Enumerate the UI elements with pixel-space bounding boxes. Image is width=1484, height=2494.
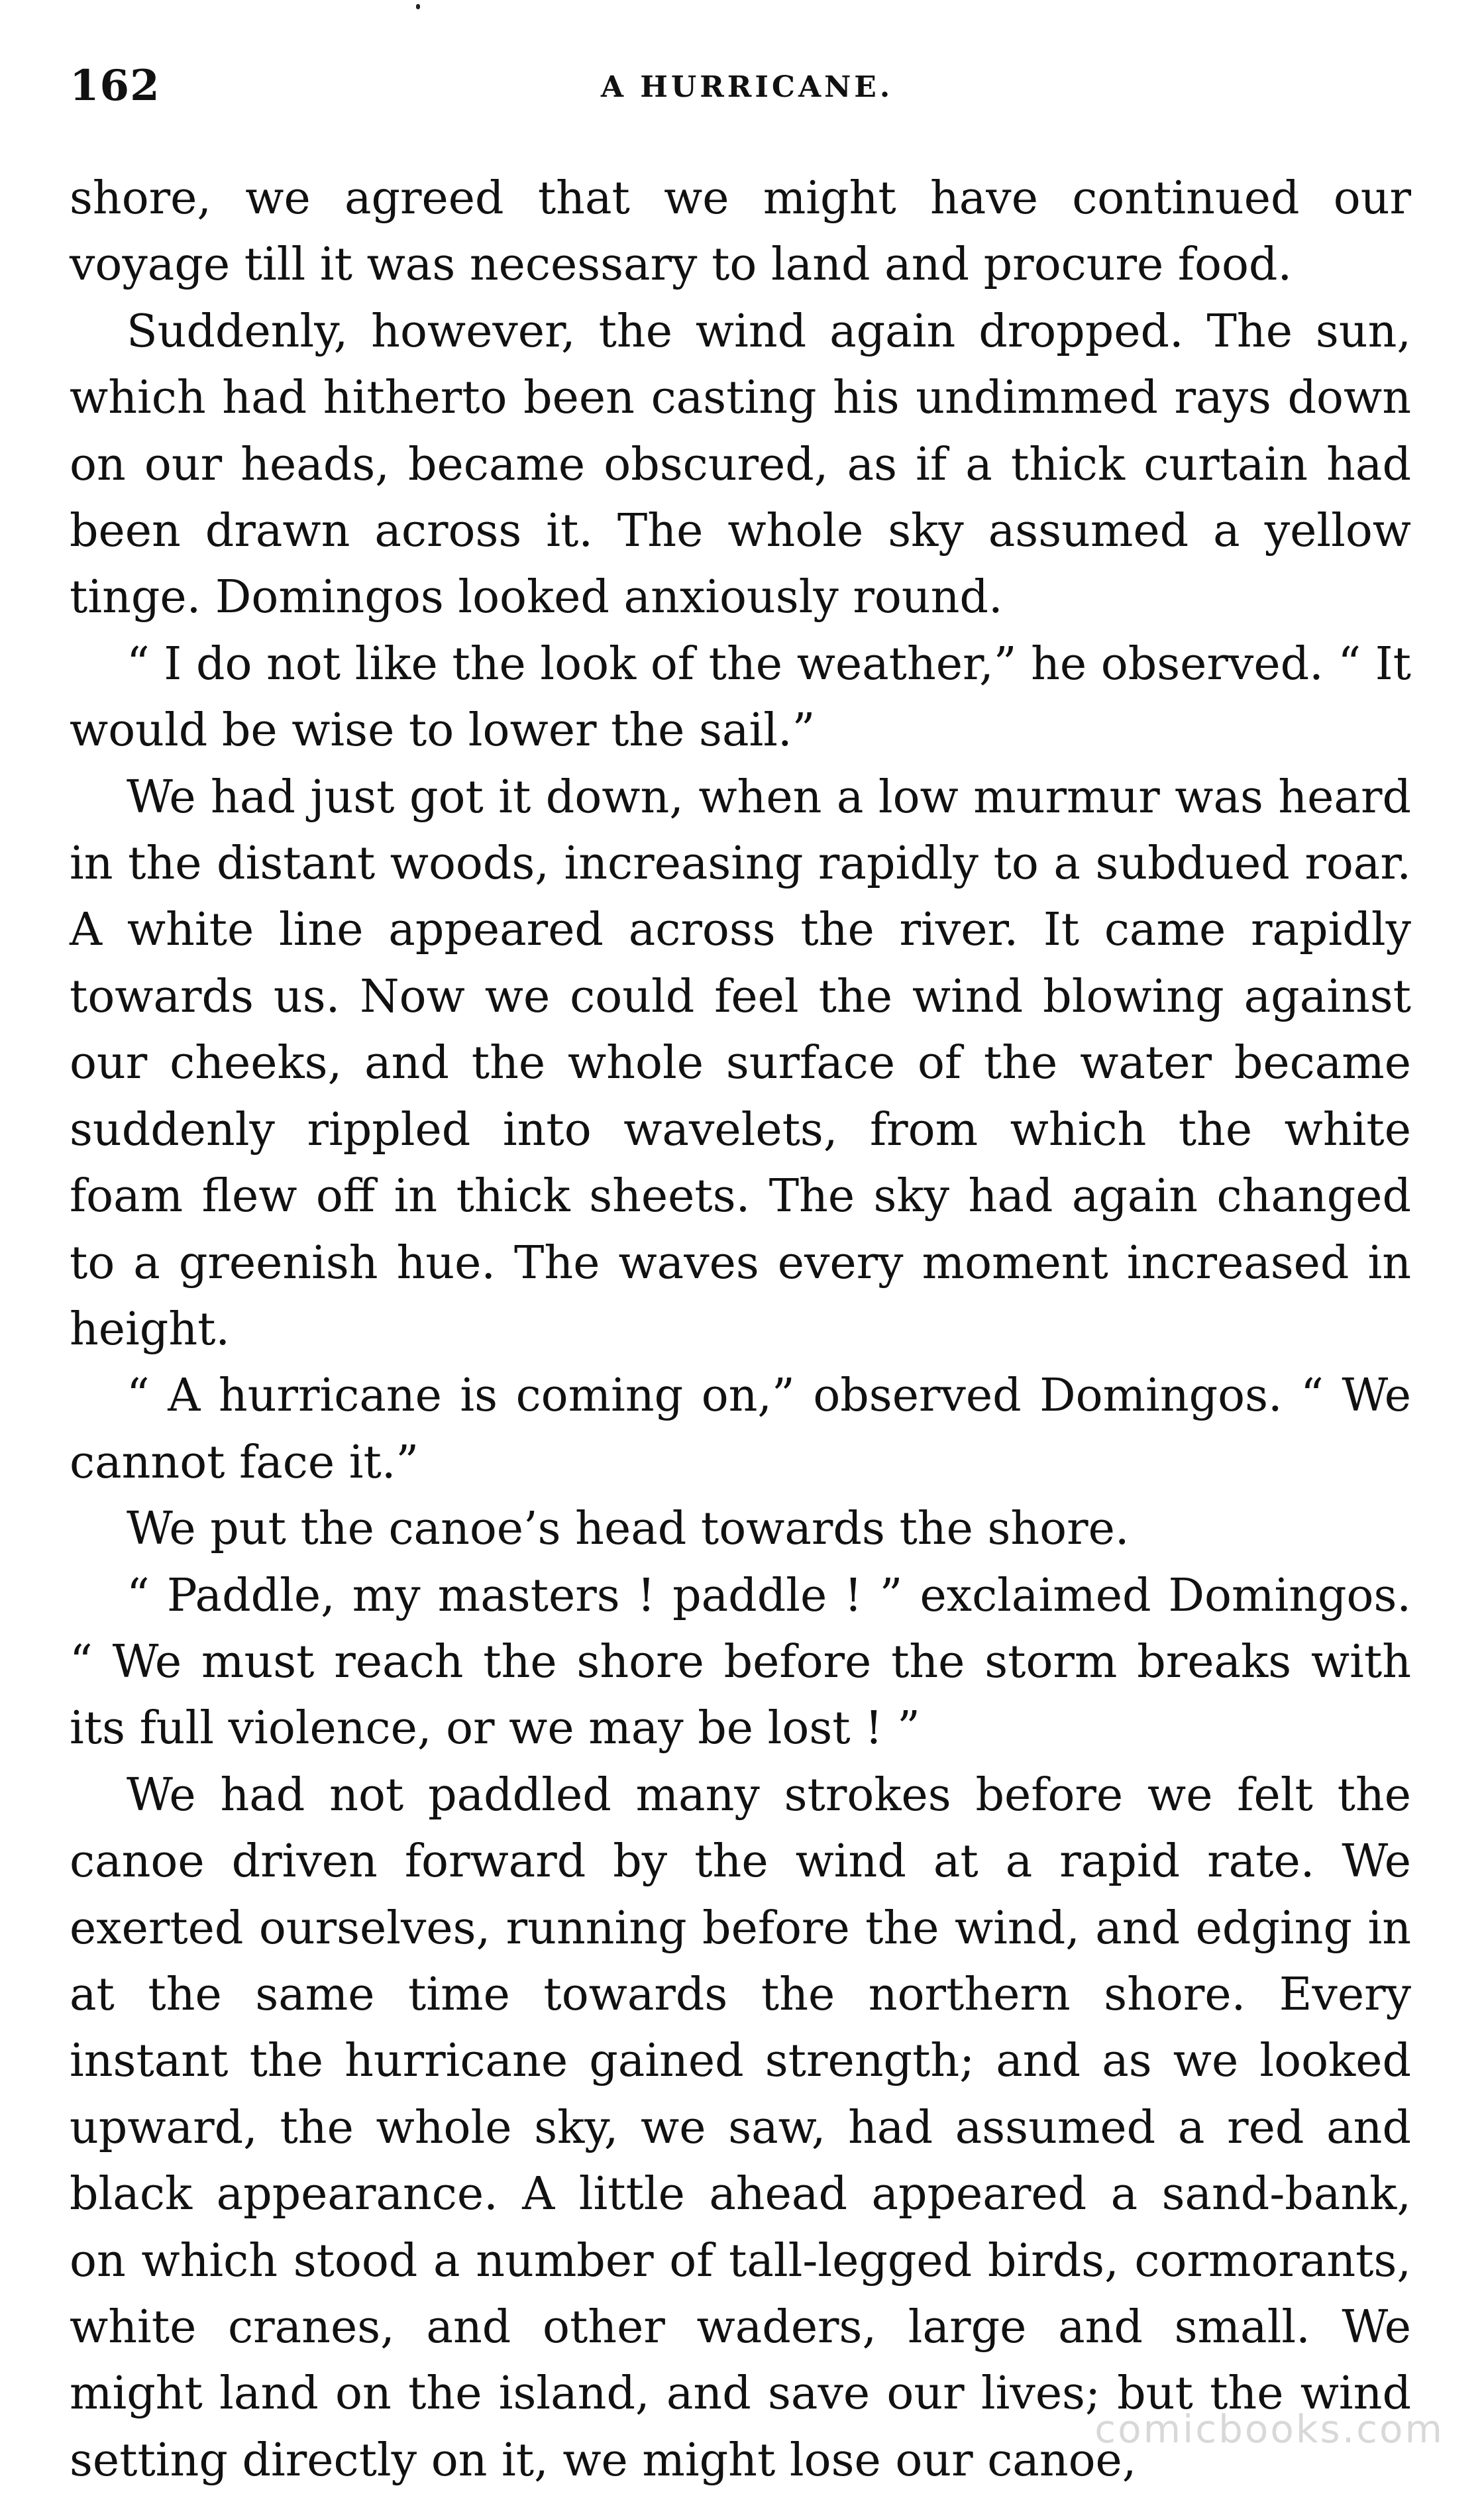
paragraph: Suddenly, however, the wind again dropped. The sun, which had hitherto been casting his undimmed rays down on our heads, became obscured, as if a thick curtain had been drawn across it. The whole sky assumed a yellow tinge. Domingos looked anxiously round. xyxy=(70,305,1411,624)
page-header xyxy=(70,61,1424,121)
paragraph: “ A hurricane is coming on,” observed Domingos. “ We cannot face it.” xyxy=(70,1370,1411,1489)
paragraph: We put the canoe’s head towards the shore. xyxy=(127,1503,1130,1556)
page-number: 162 xyxy=(70,61,160,111)
paragraph: “ I do not like the look of the weather,” he observed. “ It would be wise to lower the sail.” xyxy=(70,637,1411,757)
paragraph: “ Paddle, my masters ! paddle ! ” exclaimed Domingos. “ We must reach the shore before the storm breaks with its full violence, or we may be lost ! ” xyxy=(70,1569,1411,1755)
paragraph: We had just got it down, when a low murmur was heard in the distant woods, increasing rapidly to a subdued roar. A white line appeared across the river. It came rapidly towards us. Now we could feel the wind blowing against our cheeks, and the whole surface of the water became suddenly rippled into wavelets, from which the white foam flew off in thick sheets. The sky had again changed to a greenish hue. The waves every moment increased in height. xyxy=(70,771,1411,1356)
paragraph: We had not paddled many strokes before we felt the canoe driven forward by the wind at a rapid rate. We exerted ourselves, running before the wind, and edging in at the same time towards the northern shore. Every instant the hurricane gained strength; and as we looked upward, the whole sky, we saw, had assumed a red and black appearance. A little ahead appeared a sand-bank, on which stood a number of tall-legged birds, cormorants, white cranes, and other waders, large and small. We might land on the island, and save our lives; but the wind setting directly on it, we might lose our canoe, xyxy=(70,1768,1411,2487)
print-speck xyxy=(416,4,420,9)
body-text xyxy=(70,166,1411,2494)
watermark: comicbooks.com xyxy=(1094,2407,1444,2452)
running-head: A HURRICANE. xyxy=(600,70,894,104)
paragraph-continuation: shore, we agreed that we might have continued our voyage till it was necessary to land and procure food. xyxy=(70,172,1411,292)
